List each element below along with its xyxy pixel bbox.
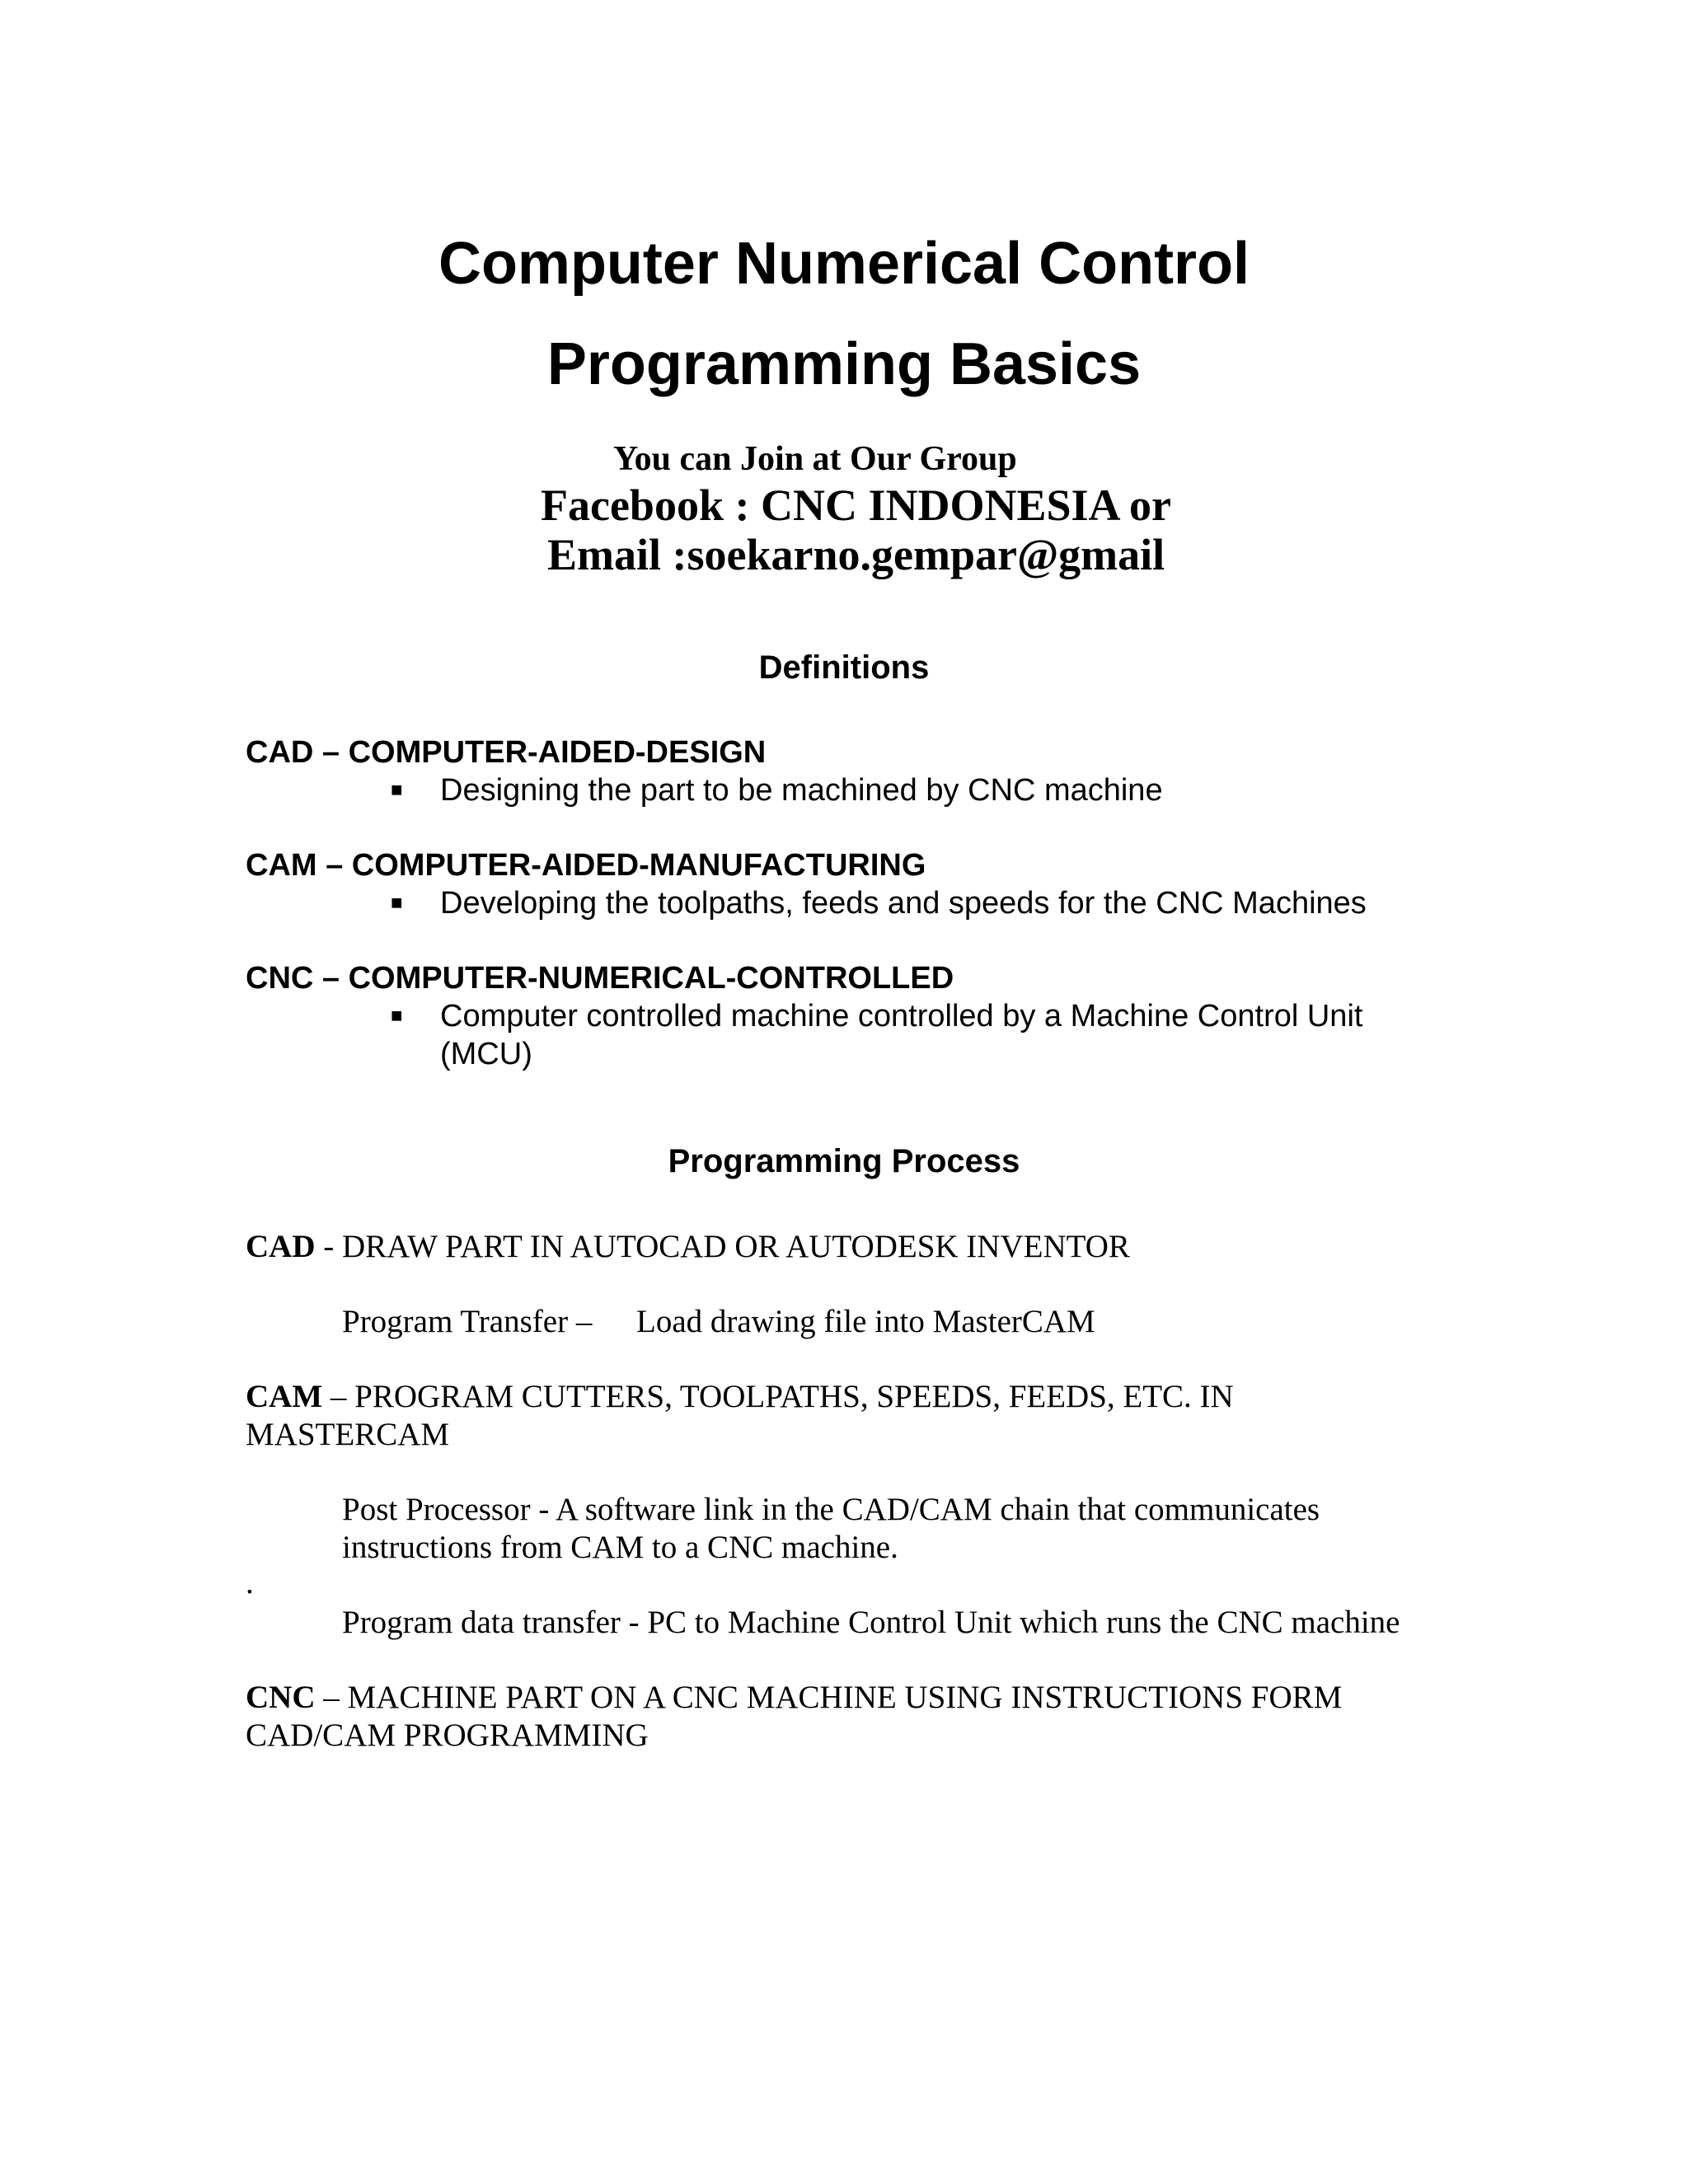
definition-term-cam: CAM – COMPUTER-AIDED-MANUFACTURING [246,848,926,883]
process-step-cnc-text-line-2: CAD/CAM PROGRAMMING [246,1718,649,1753]
definition-description-cnc-line-1: Computer controlled machine controlled by a Machine Control Unit [440,999,1363,1033]
definitions-heading: Definitions [758,649,930,686]
bullet-square-icon: ■ [391,1005,403,1027]
bullet-square-icon: ■ [391,892,403,914]
program-data-transfer-line: Program data transfer - PC to Machine Control Unit which runs the CNC machine [342,1605,1400,1640]
program-transfer-text: Load drawing file into MasterCAM [636,1304,1095,1339]
process-step-cam-text-line-2: MASTERCAM [246,1417,450,1452]
title-line-2: Programming Basics [546,331,1142,397]
process-step-cad-label: CAD [246,1229,316,1264]
stray-dot: . [246,1565,254,1601]
definition-term-cnc: CNC – COMPUTER-NUMERICAL-CONTROLLED [246,961,954,996]
process-step-cam [246,1377,1234,1416]
process-step-cam-text: – PROGRAM CUTTERS, TOOLPATHS, SPEEDS, FEEDS, ETC. IN [322,1379,1234,1414]
process-step-cnc-text: – MACHINE PART ON A CNC MACHINE USING INSTRUCTIONS FORM [315,1680,1343,1715]
definition-term-cad: CAD – COMPUTER-AIDED-DESIGN [246,735,767,770]
definition-description-cad: Designing the part to be machined by CNC machine [440,773,1163,808]
definition-description-cnc-line-2: (MCU) [440,1037,532,1071]
title-line-1: Computer Numerical Control [438,231,1250,297]
process-step-cnc [246,1678,1342,1717]
facebook-line: Facebook : CNC INDONESIA or [541,480,1172,530]
group-invite-line: You can Join at Our Group [613,440,1017,478]
bullet-square-icon: ■ [391,779,403,801]
email-line: Email :soekarno.gempar@gmail [547,530,1165,579]
process-step-cad-text: - DRAW PART IN AUTOCAD OR AUTODESK INVENTOR [315,1229,1130,1264]
program-transfer-label: Program Transfer – [342,1304,593,1339]
definition-description-cam: Developing the toolpaths, feeds and speeds for the CNC Machines [440,886,1367,921]
process-step-cam-label: CAM [246,1379,323,1414]
process-step-cnc-label: CNC [246,1680,316,1715]
post-processor-line-1: Post Processor - A software link in the CAD/CAM chain that communicates [342,1492,1320,1527]
process-step-cad [246,1227,1130,1266]
programming-process-heading: Programming Process [668,1143,1020,1179]
post-processor-line-2: instructions from CAM to a CNC machine. [342,1530,898,1565]
